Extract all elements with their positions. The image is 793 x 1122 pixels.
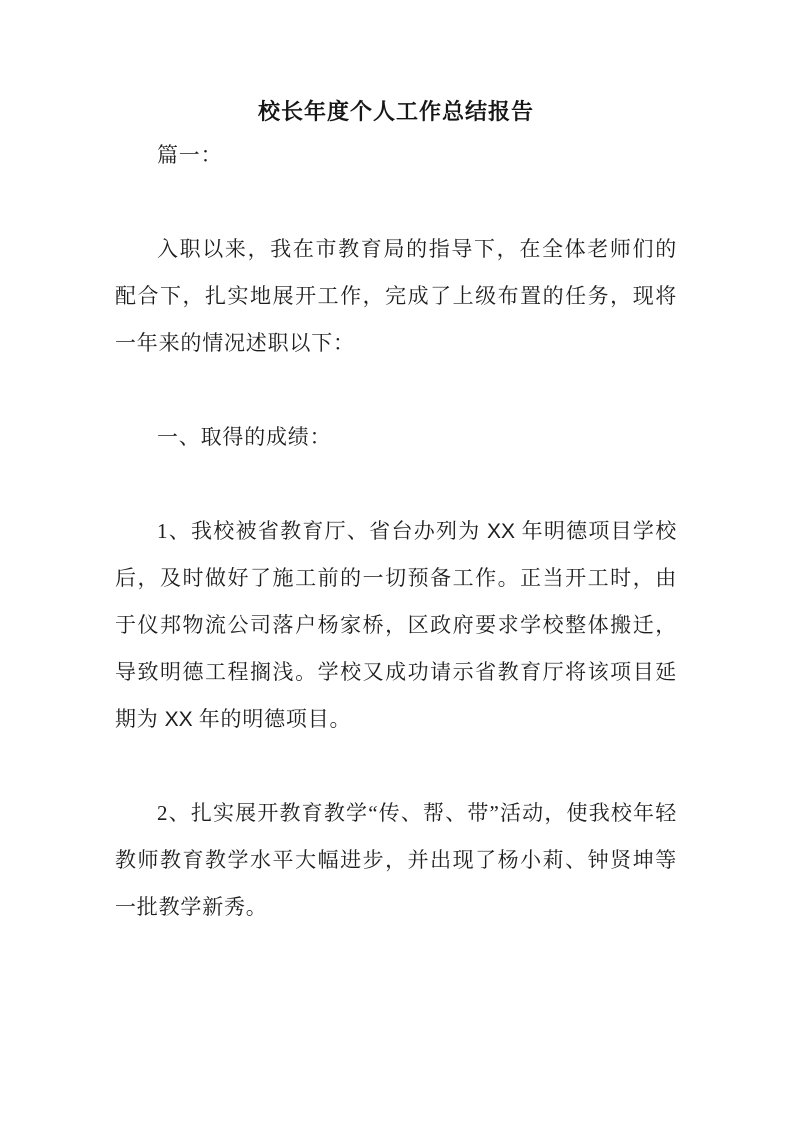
- item1-text-run: 1、我校被省教育厅、省台办列为: [157, 519, 488, 543]
- heading-achievements: 一、取得的成绩：: [157, 425, 332, 449]
- item1-text-run: 年明德项目学校后，及时做好了施工前的一切预备工作。正当开工时，由于仪邦物流公司落户杨家桥，区政府要求学校整体搬迁，导致明德工程搁浅。学校又成功请示省教育厅将该项目延期为: [115, 519, 677, 731]
- paragraph-item1: [115, 508, 677, 743]
- paragraph-item2: 2、扎实展开教育教学“传、帮、带”活动，使我校年轻教师教育教学水平大幅进步，并出现了杨小莉、钟贤坤等一批教学新秀。: [115, 801, 677, 919]
- section-label: 篇一：: [157, 143, 223, 167]
- item1-latin-run: XX: [487, 520, 516, 543]
- paragraph-intro: 入职以来，我在市教育局的指导下，在全体老师们的配合下，扎实地展开工作，完成了上级布置的任务，现将一年来的情况述职以下：: [115, 237, 677, 355]
- item1-latin-run: XX: [164, 708, 193, 731]
- document-title: 校长年度个人工作总结报告: [257, 99, 534, 124]
- item1-text-run: 年的明德项目。: [192, 707, 352, 731]
